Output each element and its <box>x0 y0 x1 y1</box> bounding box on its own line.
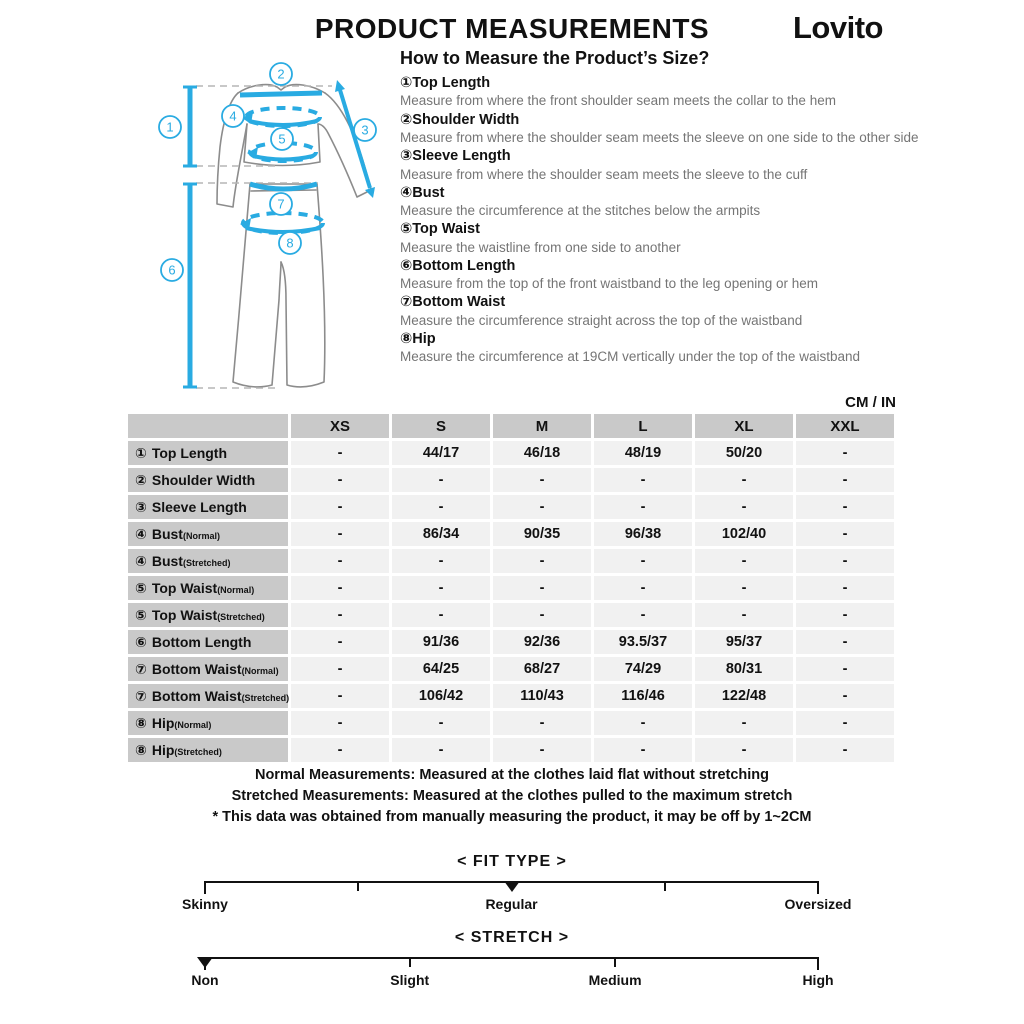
scale-label-oversized: Oversized <box>784 896 852 912</box>
row-number: ⑧ <box>135 741 147 758</box>
garment-measurement-diagram <box>130 60 410 400</box>
howto-item-desc: Measure the circumference straight across the top of the waistband <box>400 312 803 328</box>
size-value-cell: 80/31 <box>695 657 793 681</box>
howto-item <box>400 221 990 256</box>
diagram-marker-6: 6 <box>168 262 176 278</box>
size-value-cell: 116/46 <box>594 684 692 708</box>
size-value-cell: 46/18 <box>493 441 591 465</box>
size-value-cell: - <box>493 711 591 735</box>
measurement-notes <box>0 765 1024 828</box>
howto-item <box>400 331 990 366</box>
scale-label-regular: Regular <box>485 896 538 912</box>
size-value-cell: 68/27 <box>493 657 591 681</box>
size-value-cell: - <box>392 603 490 627</box>
howto-item-desc: Measure from where the front shoulder seam meets the collar to the hem <box>400 93 836 109</box>
diagram-marker-4: 4 <box>229 108 237 124</box>
row-label-text: Top Length <box>151 445 228 461</box>
howto-item <box>400 294 990 329</box>
scale-label-slight: Slight <box>390 972 430 988</box>
size-value-cell: - <box>695 738 793 762</box>
table-row-label <box>128 441 288 465</box>
size-value-cell: 102/40 <box>695 522 793 546</box>
size-value-cell: - <box>796 549 894 573</box>
size-value-cell: - <box>493 576 591 600</box>
table-row-label <box>128 630 288 654</box>
size-value-cell: - <box>796 711 894 735</box>
size-value-cell: - <box>392 495 490 519</box>
row-number: ① <box>135 444 147 461</box>
row-label-sub: (Stretched) <box>174 747 222 757</box>
scale-tick <box>614 957 616 967</box>
size-value-cell: - <box>796 684 894 708</box>
row-label-sub: (Stretched) <box>182 558 231 568</box>
row-label-sub: (Normal) <box>174 720 212 730</box>
howto-item <box>400 148 990 183</box>
table-row-label <box>128 468 288 492</box>
size-value-cell: - <box>493 603 591 627</box>
size-value-cell: - <box>291 684 389 708</box>
size-value-cell: - <box>291 711 389 735</box>
size-value-cell: - <box>392 711 490 735</box>
row-number: ⑦ <box>135 687 147 704</box>
size-value-cell: - <box>796 441 894 465</box>
size-value-cell: 64/25 <box>392 657 490 681</box>
howto-item <box>400 112 990 147</box>
row-label-text: Shoulder Width <box>151 472 256 488</box>
size-value-cell: - <box>594 603 692 627</box>
size-value-cell: 96/38 <box>594 522 692 546</box>
diagram-marker-3: 3 <box>361 122 369 138</box>
scale-end-tick <box>817 957 819 970</box>
note-disclaimer: * This data was obtained from manually measuring the product, it may be off by 1~2CM <box>212 809 812 825</box>
row-label-text: Bottom Waist <box>151 661 242 677</box>
table-row-label <box>128 549 288 573</box>
table-row-label <box>128 576 288 600</box>
size-value-cell: - <box>695 711 793 735</box>
size-value-cell: 95/37 <box>695 630 793 654</box>
size-value-cell: - <box>291 603 389 627</box>
size-value-cell: - <box>291 495 389 519</box>
row-label-sub: (Stretched) <box>217 612 265 622</box>
size-value-cell: - <box>796 576 894 600</box>
size-value-cell: - <box>291 576 389 600</box>
howto-item-title: ④Bust <box>400 184 445 201</box>
table-row-label <box>128 522 288 546</box>
size-value-cell: - <box>392 738 490 762</box>
row-number: ⑤ <box>135 606 147 623</box>
row-number: ④ <box>135 525 147 542</box>
scale-end-tick <box>817 881 819 894</box>
size-value-cell: 86/34 <box>392 522 490 546</box>
row-label-text: Bottom Length <box>151 634 252 650</box>
size-value-cell: 44/17 <box>392 441 490 465</box>
howto-item-desc: Measure from where the shoulder seam meets the sleeve on one side to the other side <box>400 129 919 145</box>
size-value-cell: - <box>796 468 894 492</box>
size-value-cell: - <box>796 522 894 546</box>
scale-label-non: Non <box>191 972 219 988</box>
column-header-m: M <box>493 414 591 438</box>
table-corner-cell <box>128 414 288 438</box>
row-label-text: Top Waist <box>151 580 218 596</box>
row-label-sub: (Normal) <box>241 666 279 676</box>
row-label-text: Bottom Waist <box>151 688 242 704</box>
row-label-text: Hip <box>151 715 175 731</box>
brand-logo: Lovito <box>793 10 883 45</box>
row-label-sub: (Stretched) <box>241 693 290 703</box>
size-value-cell: - <box>493 738 591 762</box>
howto-item-title: ⑦Bottom Waist <box>400 294 506 311</box>
column-header-s: S <box>392 414 490 438</box>
howto-item-desc: Measure the circumference at the stitches below the armpits <box>400 203 761 219</box>
stretch-title: < STRETCH > <box>454 929 570 946</box>
size-value-cell: - <box>493 549 591 573</box>
howto-item-desc: Measure the circumference at 19CM vertically under the top of the waistband <box>400 349 860 365</box>
size-value-cell: 74/29 <box>594 657 692 681</box>
scale-tick <box>664 881 666 891</box>
table-row-label <box>128 657 288 681</box>
size-value-cell: - <box>594 576 692 600</box>
size-value-cell: - <box>291 441 389 465</box>
row-label-text: Sleeve Length <box>151 499 247 515</box>
diagram-marker-1: 1 <box>166 119 174 135</box>
size-value-cell: - <box>291 468 389 492</box>
size-value-cell: 48/19 <box>594 441 692 465</box>
column-header-xl: XL <box>695 414 793 438</box>
scale-label-medium: Medium <box>588 972 642 988</box>
howto-item-desc: Measure the waistline from one side to another <box>400 239 681 255</box>
size-value-cell: - <box>796 603 894 627</box>
size-value-cell: - <box>695 549 793 573</box>
scale-label-high: High <box>802 972 834 988</box>
size-value-cell: - <box>493 468 591 492</box>
row-label-text: Bust <box>151 526 183 542</box>
scale-marker-icon <box>504 881 520 892</box>
size-value-cell: 92/36 <box>493 630 591 654</box>
size-value-cell: - <box>291 657 389 681</box>
size-value-cell: - <box>796 495 894 519</box>
column-header-xxl: XXL <box>796 414 894 438</box>
size-value-cell: - <box>392 576 490 600</box>
howto-item-title: ②Shoulder Width <box>400 111 520 128</box>
row-label-text: Top Waist <box>151 607 218 623</box>
row-label-text: Bust <box>151 553 183 569</box>
size-value-cell: 106/42 <box>392 684 490 708</box>
size-value-cell: - <box>291 549 389 573</box>
size-value-cell: - <box>291 522 389 546</box>
row-number: ③ <box>135 498 147 515</box>
how-to-measure-section <box>400 48 990 368</box>
size-value-cell: - <box>291 738 389 762</box>
fit-type-scale <box>182 881 852 923</box>
row-number: ④ <box>135 552 147 569</box>
measurement-marks <box>183 80 375 387</box>
size-value-cell: - <box>493 495 591 519</box>
size-value-cell: - <box>594 468 692 492</box>
size-value-cell: 90/35 <box>493 522 591 546</box>
table-row-label <box>128 603 288 627</box>
howto-list <box>400 75 990 366</box>
units-label: CM / IN <box>845 394 896 411</box>
size-value-cell: - <box>291 630 389 654</box>
note-normal: Normal Measurements: Measured at the clothes laid flat without stretching <box>254 767 770 783</box>
row-number: ⑧ <box>135 714 147 731</box>
diagram-marker-5: 5 <box>278 131 286 147</box>
size-value-cell: - <box>796 630 894 654</box>
howto-item-desc: Measure from where the shoulder seam meets the sleeve to the cuff <box>400 166 808 182</box>
size-value-cell: - <box>695 495 793 519</box>
column-header-xs: XS <box>291 414 389 438</box>
size-value-cell: 91/36 <box>392 630 490 654</box>
row-number: ⑦ <box>135 660 147 677</box>
howto-item <box>400 185 990 220</box>
table-row-label <box>128 684 288 708</box>
size-value-cell: - <box>695 603 793 627</box>
size-value-cell: 50/20 <box>695 441 793 465</box>
size-value-cell: - <box>594 711 692 735</box>
size-value-cell: 110/43 <box>493 684 591 708</box>
scale-label-skinny: Skinny <box>182 896 228 912</box>
howto-item <box>400 258 990 293</box>
row-label-text: Hip <box>151 742 175 758</box>
scale-tick <box>409 957 411 967</box>
row-label-sub: (Normal) <box>182 531 220 541</box>
guide-lines <box>196 86 332 388</box>
column-header-l: L <box>594 414 692 438</box>
table-row-label <box>128 711 288 735</box>
stretch-scale <box>191 957 834 999</box>
size-value-cell: - <box>594 738 692 762</box>
scale-tick <box>357 881 359 891</box>
size-value-cell: - <box>594 549 692 573</box>
row-number: ⑤ <box>135 579 147 596</box>
page-title: PRODUCT MEASUREMENTS <box>314 13 710 44</box>
size-value-cell: - <box>695 468 793 492</box>
row-number: ② <box>135 471 147 488</box>
howto-item-desc: Measure from the top of the front waistband to the leg opening or hem <box>400 276 818 292</box>
howto-item-title: ⑤Top Waist <box>400 221 480 238</box>
size-value-cell: 122/48 <box>695 684 793 708</box>
row-label-sub: (Normal) <box>217 585 255 595</box>
size-value-cell: - <box>695 576 793 600</box>
scale-marker-icon <box>197 957 213 968</box>
fit-type-title: < FIT TYPE > <box>457 853 567 870</box>
row-number: ⑥ <box>135 633 147 650</box>
diagram-marker-7: 7 <box>277 196 285 212</box>
howto-item-title: ③Sleeve Length <box>400 148 511 165</box>
size-value-cell: - <box>392 549 490 573</box>
howto-item-title: ⑧Hip <box>400 331 436 348</box>
scale-line <box>205 957 818 959</box>
size-value-cell: - <box>796 738 894 762</box>
scale-end-tick <box>204 881 206 894</box>
size-value-cell: - <box>392 468 490 492</box>
table-row-label <box>128 738 288 762</box>
how-to-heading: How to Measure the Product’s Size? <box>400 48 710 68</box>
size-table <box>128 414 894 762</box>
diagram-marker-2: 2 <box>277 66 285 82</box>
note-stretched: Stretched Measurements: Measured at the clothes pulled to the maximum stretch <box>231 788 793 804</box>
size-value-cell: - <box>796 657 894 681</box>
diagram-marker-8: 8 <box>286 235 294 251</box>
table-row-label <box>128 495 288 519</box>
howto-item-title: ①Top Length <box>400 75 491 91</box>
howto-item-title: ⑥Bottom Length <box>400 257 516 274</box>
size-value-cell: - <box>594 495 692 519</box>
howto-item <box>400 75 990 110</box>
size-value-cell: 93.5/37 <box>594 630 692 654</box>
